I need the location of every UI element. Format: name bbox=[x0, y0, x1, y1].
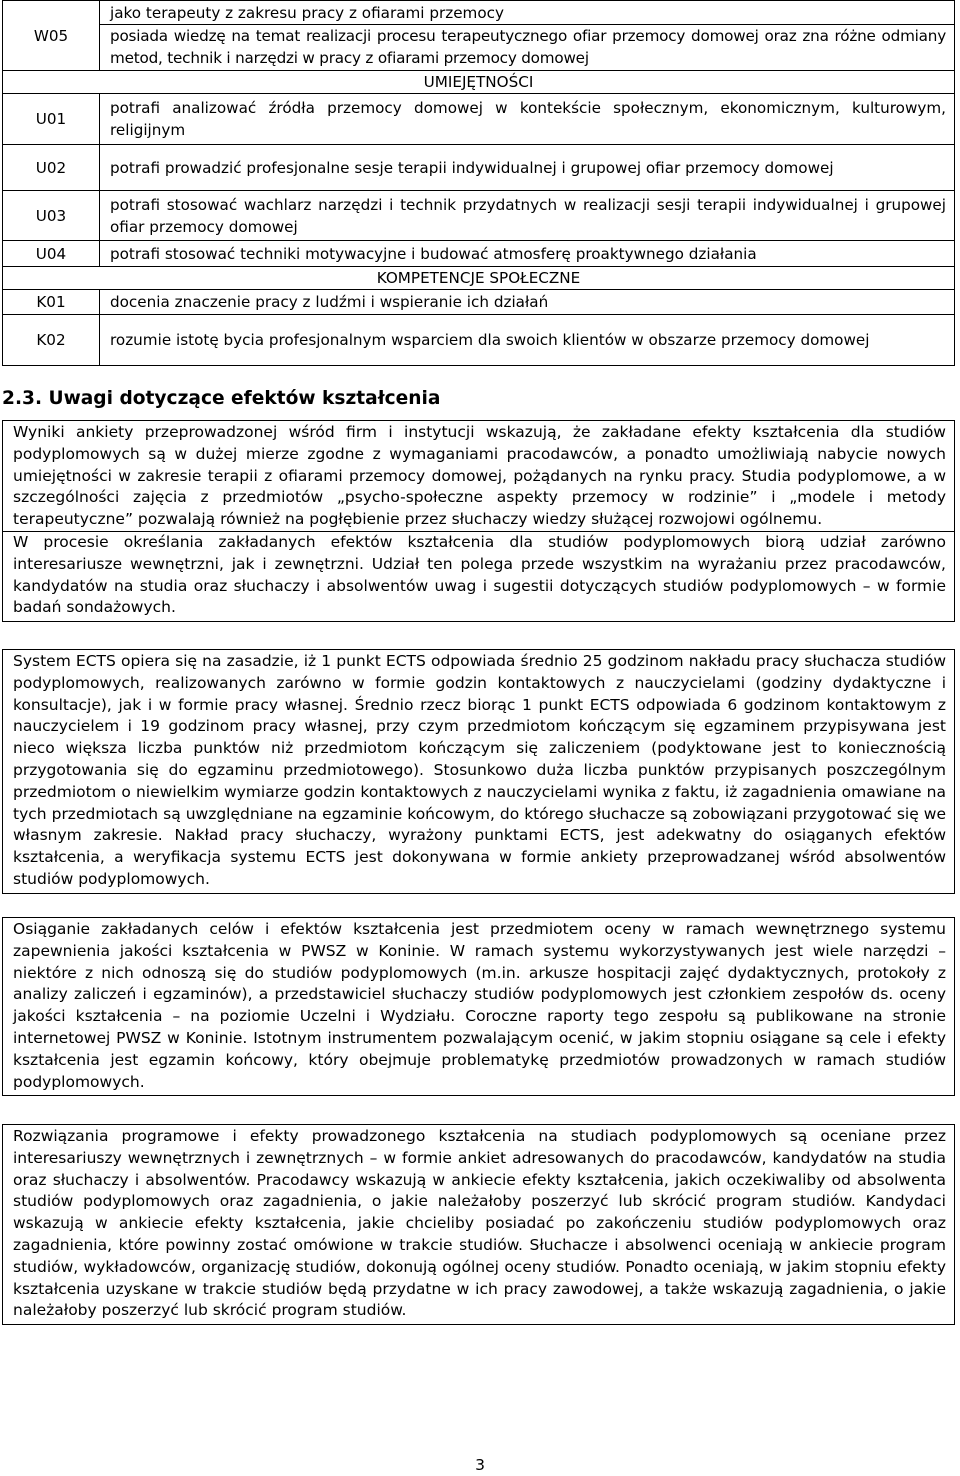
table-row bbox=[3, 1, 955, 71]
skills-header: UMIEJĘTNOŚCI bbox=[3, 71, 955, 94]
outcome-description: potrafi stosować wachlarz narzędzi i technik przydatnych w realizacji sesji terapii indywidualnej i grupowej ofiar przemocy domowej bbox=[100, 191, 955, 241]
outcome-code: U03 bbox=[3, 191, 100, 241]
outcome-description: potrafi stosować techniki motywacyjne i budować atmosferę proaktywnego działania bbox=[100, 241, 955, 267]
learning-outcomes-table bbox=[2, 0, 955, 366]
paragraph: Osiąganie zakładanych celów i efektów kształcenia jest przedmiotem oceny w ramach wewnętrznego systemu zapewnienia jakości kształcenia w PWSZ w Koninie. W ramach systemu wykorzystywanych jest wiele narzędzi – niektóre z nich odnoszą się do studiów podyplomowych (m.in. arkusze hospitacji zajęć dydaktycznych, protokoły z analizy zaliczeń i egzaminów), a przedstawiciel słuchaczy studiów podyplomowych jest członkiem zespołów ds. oceny jakości kształcenia – na poziomie Uczelni i Wydziału. Coroczne raporty tego zespołu są publikowane na stronie internetowej PWSZ w Koninie. Istotnym instrumentem pozwalającym ocenić, w jakim stopniu osiągane są cele i efekty kształcenia jest egzamin końcowy, który obejmuje problematykę przedmiotów prowadzonych w ramach studiów podyplomowych. bbox=[13, 920, 946, 1091]
outcome-code: U01 bbox=[3, 94, 100, 145]
table-row bbox=[3, 290, 955, 315]
outcome-description bbox=[100, 1, 955, 71]
text-box bbox=[2, 649, 955, 894]
outcome-description: rozumie istotę bycia profesjonalnym wsparciem dla swoich klientów w obszarze przemocy domowej bbox=[100, 315, 955, 366]
table-row bbox=[3, 315, 955, 366]
page-number: 3 bbox=[475, 1456, 485, 1474]
outcome-code: W05 bbox=[3, 1, 100, 71]
table-row bbox=[3, 94, 955, 145]
paragraph: Wyniki ankiety przeprowadzonej wśród firm i instytucji wskazują, że zakładane efekty kształcenia dla studiów podyplomowych są w dużej mierze zgodne z wymaganiami pracodawców, a ponadto umożliwiają nabycie nowych umiejętności w zakresie terapii z ofiarami przemocy domowej, pożądanych na rynku pracy. Studia podyplomowe, a w szczególności zajęcia z przedmiotów „psycho-społeczne aspekty przemocy w rodzinie” i „modele i metody terapeutyczne” pozwalają również na pogłębienie przez słuchaczy wiedzy służącej rozwojowi ogólnemu. bbox=[13, 423, 946, 529]
outcome-description: potrafi prowadzić profesjonalne sesje terapii indywidualnej i grupowej ofiar przemocy domowej bbox=[100, 145, 955, 191]
outcome-code: U04 bbox=[3, 241, 100, 267]
section-heading: 2.3. Uwagi dotyczące efektów kształcenia bbox=[2, 388, 441, 409]
paragraph: W procesie określania zakładanych efektów kształcenia dla studiów podyplomowych biorą udział zarówno interesariusze wewnętrzni, jak i zewnętrzni. Udział ten polega przede wszystkim na wyrażaniu przez pracodawców, kandydatów na studia oraz słuchaczy i absolwentów uwag i sugestii dotyczących studiów podyplomowych – w formie badań sondażowych. bbox=[3, 531, 954, 619]
outcome-line: jako terapeuty z zakresu pracy z ofiarami przemocy bbox=[100, 2, 954, 25]
table-row bbox=[3, 145, 955, 191]
outcome-code: U02 bbox=[3, 145, 100, 191]
table-section-header-row bbox=[3, 267, 955, 290]
paragraph: System ECTS opiera się na zasadzie, iż 1 punkt ECTS odpowiada średnio 25 godzinom nakładu pracy słuchacza studiów podyplomowych, realizowanych zarówno w formie godzin kontaktowych z nauczycielami (godziny dydaktyczne i konsultacje), jak i w formie pracy własnej. Średnio rzecz biorąc 1 punkt ECTS odpowiada 6 godzinom kontaktowym z nauczycielem i 19 godzinom pracy własnej, przy czym przedmiotom kończącym się egzaminem przypisywana jest nieco większa liczba punktów niż przedmiotom kończącym się zaliczeniem (podyktowane jest to koniecznością przygotowania się do egzaminu przedmiotowego). Stosunkowo duża liczba punktów przypisanych poszczególnym przedmiotom o niewielkim wymiarze godzin kontaktowych z nauczycielami wynika z faktu, iż zagadnienia omawiane na tych przedmiotach są uwzględniane na egzaminie końcowym, do którego słuchacze są zobowiązani przygotować się we własnym zakresie. Nakład pracy słuchaczy, wyrażony punktami ECTS, jest adekwatny do osiąganych efektów kształcenia, a weryfikacja systemu ECTS jest dokonywana w formie ankiety przeprowadzanej wśród absolwentów studiów podyplomowych. bbox=[13, 652, 946, 888]
social-competences-header: KOMPETENCJE SPOŁECZNE bbox=[3, 267, 955, 290]
outcome-description: docenia znaczenie pracy z ludźmi i wspieranie ich działań bbox=[100, 290, 955, 315]
outcome-code: K01 bbox=[3, 290, 100, 315]
text-box bbox=[2, 1124, 955, 1325]
paragraph: Rozwiązania programowe i efekty prowadzonego kształcenia na studiach podyplomowych są oceniane przez interesariuszy wewnętrznych i zewnętrznych – w formie ankiet adresowanych do pracodawców, kandydatów na studia oraz słuchaczy i absolwentów. Pracodawcy wskazują w ankiecie efekty kształcenia, jakich oczekiwaliby od absolwenta studiów podyplomowych oraz zagadnienia, o jakie należałoby poszerzyć lub skrócić program studiów. Kandydaci wskazują w ankiecie efekty kształcenia, jakie chcieliby posiadać po zakończeniu studiów podyplomowych oraz zagadnienia, które powinny zostać omówione w trakcie studiów. Słuchacze i absolwenci oceniają w ankiecie program studiów, wykładowców, organizację studiów, dokonują ogólnej oceny studiów. Ponadto oceniają, w jakim stopniu efekty kształcenia uzyskane w trakcie studiów będą przydatne w ich pracy zawodowej, a także wskazują zagadnienia, o jakie należałoby poszerzyć lub skrócić program studiów. bbox=[13, 1127, 946, 1320]
text-box bbox=[2, 420, 955, 622]
text-box bbox=[2, 917, 955, 1096]
table-section-header-row bbox=[3, 71, 955, 94]
outcome-description: potrafi analizować źródła przemocy domowej w kontekście społecznym, ekonomicznym, kulturowym, religijnym bbox=[100, 94, 955, 145]
outcome-line: posiada wiedzę na temat realizacji procesu terapeutycznego ofiar przemocy domowej oraz zna różne odmiany metod, technik i narzędzi w pracy z ofiarami przemocy domowej bbox=[110, 27, 946, 67]
outcome-code: K02 bbox=[3, 315, 100, 366]
table-row bbox=[3, 241, 955, 267]
table-row bbox=[3, 191, 955, 241]
